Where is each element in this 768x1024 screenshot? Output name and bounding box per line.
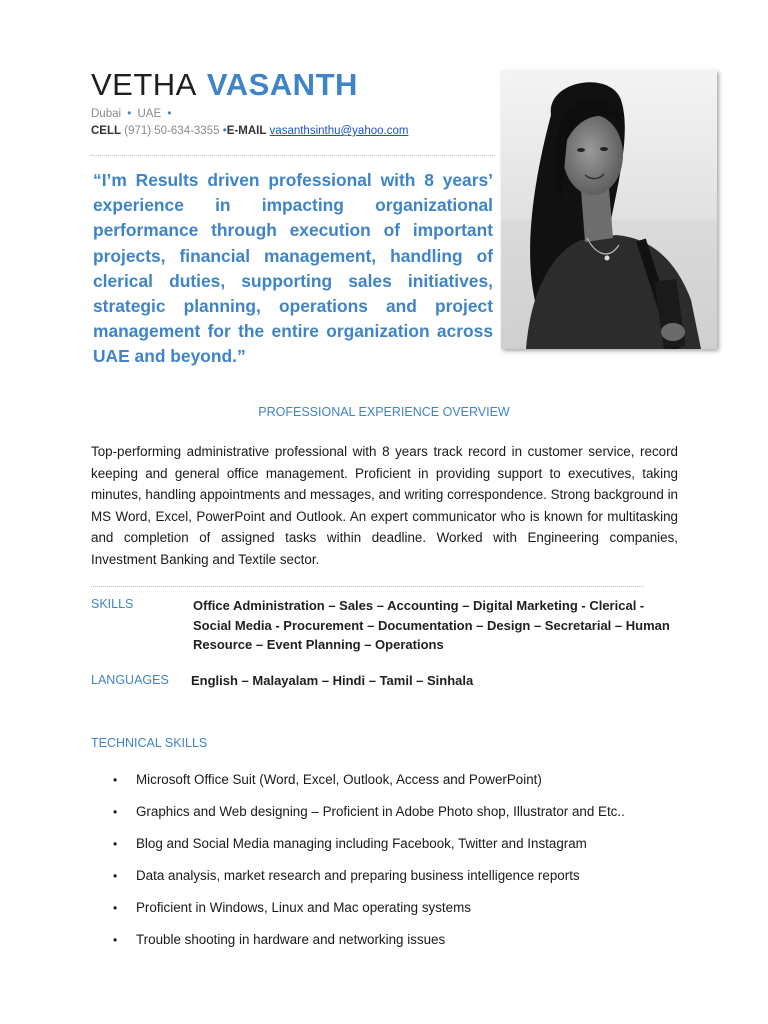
technical-skills-heading: TECHNICAL SKILLS (91, 736, 208, 750)
bullet-icon: • (113, 901, 118, 915)
skills-label: SKILLS (91, 597, 134, 611)
profile-photo (501, 70, 717, 349)
skills-list: Office Administration – Sales – Accounting – Digital Marketing - Clerical - Social Media - Procurement – Documentation – Design – Secretarial – Human Resource – Event Planning – Operations (193, 598, 670, 652)
bullet-icon: • (113, 933, 118, 947)
email-label: E-MAIL (226, 125, 267, 137)
list-item-text: Graphics and Web designing – Proficient in Adobe Photo shop, Illustrator and Etc.. (136, 804, 625, 819)
languages-label: LANGUAGES (91, 673, 169, 687)
candidate-name (91, 66, 358, 104)
section-divider (91, 586, 644, 587)
email-link[interactable]: vasanthsinthu@yahoo.com (269, 125, 409, 137)
languages-list: English – Malayalam – Hindi – Tamil – Sinhala (191, 673, 474, 688)
header-divider (91, 155, 495, 156)
bullet-icon: • (113, 805, 118, 819)
summary-quote: “I’m Results driven professional with 8 years’ experience in impacting organizational performance through execution of important projects, financial management, handling of clerical duties, supporting sales initiatives, strategic planning, operations and project management for the entire organization across UAE and beyond.” (93, 170, 493, 367)
list-item-text: Proficient in Windows, Linux and Mac operating systems (136, 900, 471, 915)
separator-dot: • (167, 108, 172, 120)
cell-number: (971) 50-634-3355 (124, 125, 220, 137)
bullet-icon: • (113, 773, 118, 787)
profile-photo-image (501, 70, 717, 349)
country: UAE (137, 108, 162, 120)
list-item-text: Trouble shooting in hardware and networking issues (136, 932, 446, 947)
list-item (113, 898, 713, 930)
first-name: VETHA (91, 67, 197, 102)
technical-skills-list (113, 770, 713, 962)
list-item-text: Data analysis, market research and preparing business intelligence reports (136, 868, 580, 883)
list-item (113, 930, 713, 962)
location-line (91, 108, 174, 120)
contact-line (91, 125, 408, 137)
list-item (113, 770, 713, 802)
bullet-icon: • (113, 837, 118, 851)
last-name: VASANTH (206, 67, 358, 102)
experience-heading: PROFESSIONAL EXPERIENCE OVERVIEW (258, 405, 510, 419)
experience-summary: Top-performing administrative professional with 8 years track record in customer service, record keeping and general office management. Proficient in providing support to executives, taking minutes, handling appointments and messages, and writing correspondence. Strong background in MS Word, Excel, PowerPoint and Outlook. An expert communicator who is known for multitasking and completion of assigned tasks within deadline. Worked with Engineering companies, Investment Banking and Textile sector. (91, 444, 678, 567)
list-item (113, 866, 713, 898)
city: Dubai (91, 108, 122, 120)
list-item (113, 834, 713, 866)
list-item-text: Microsoft Office Suit (Word, Excel, Outlook, Access and PowerPoint) (136, 772, 542, 787)
list-item (113, 802, 713, 834)
list-item-text: Blog and Social Media managing including Facebook, Twitter and Instagram (136, 836, 587, 851)
separator-dot: • (127, 108, 132, 120)
separator-dot: • (222, 125, 227, 137)
cell-label: CELL (91, 125, 122, 137)
bullet-icon: • (113, 869, 118, 883)
